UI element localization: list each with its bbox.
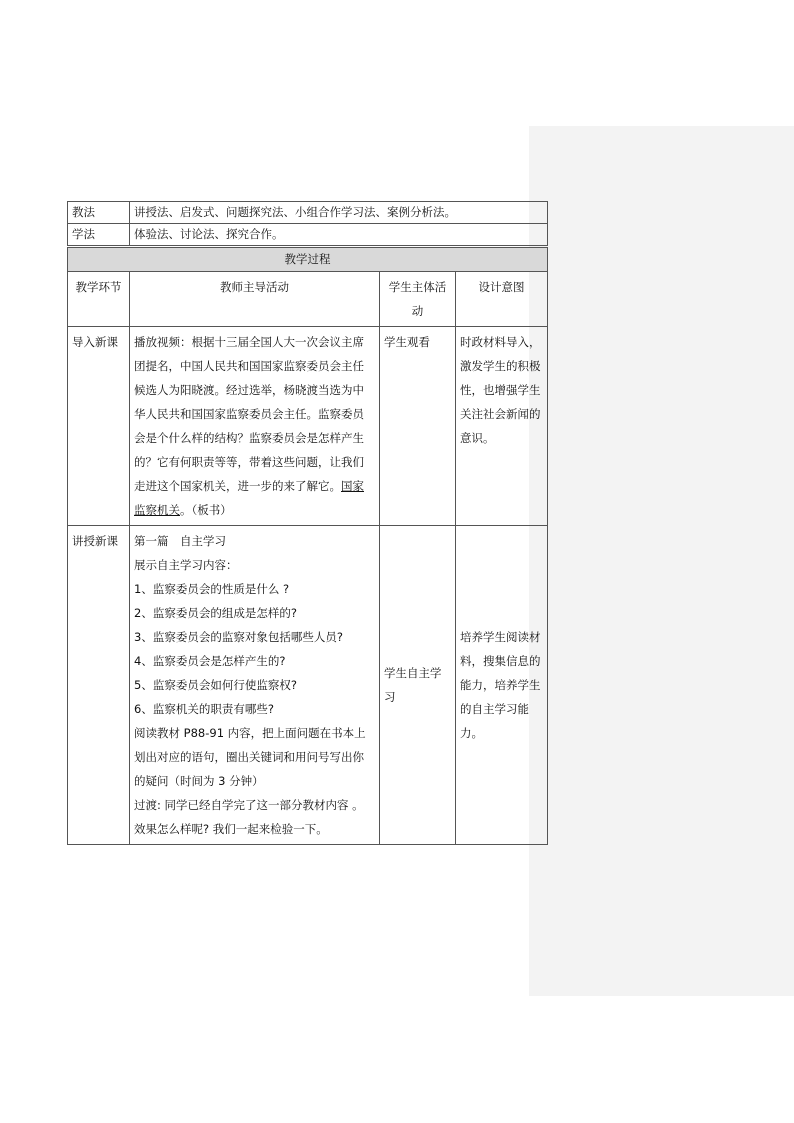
row2-line: 展示自主学习内容： (134, 558, 238, 572)
row2-line: 4、监察委员会是怎样产生的? (134, 654, 286, 668)
row2-teacher (130, 526, 380, 845)
header-intent: 设计意图 (456, 272, 548, 327)
learning-method-label: 学法 (68, 224, 130, 246)
comment-margin-pane (529, 126, 794, 996)
row2-stage: 讲授新课 (68, 526, 130, 845)
row1-student: 学生观看 (380, 327, 456, 526)
row2-line: 6、监察机关的职责有哪些? (134, 702, 274, 716)
row2-transition: 过渡: 同学已经自学完了这一部分教材内容 。效果怎么样呢? 我们一起来检验一下。 (134, 798, 364, 836)
process-title-row (68, 248, 548, 272)
method-row-learning (68, 224, 548, 246)
row1-board-topic: 国家监察机关 (134, 479, 364, 517)
row1-teacher (130, 327, 380, 526)
row2-student: 学生自主学习 (380, 526, 456, 845)
row2-line: 2、监察委员会的组成是怎样的? (134, 606, 297, 620)
process-title: 教学过程 (68, 248, 548, 272)
row1-intent: 时政材料导入，激发学生的积极性，也增强学生关注社会新闻的意识。 (456, 327, 548, 526)
table-row (68, 526, 548, 845)
row2-line: 第一篇 自主学习 (134, 534, 226, 548)
method-row-teaching (68, 202, 548, 224)
row2-intent: 培养学生阅读材料，搜集信息的能力，培养学生的自主学习能力。 (456, 526, 548, 845)
header-stage: 教学环节 (68, 272, 130, 327)
lesson-plan-table (67, 201, 547, 845)
row2-line: 5、监察委员会如何行使监察权? (134, 678, 297, 692)
teaching-method-value: 讲授法、启发式、问题探究法、小组合作学习法、案例分析法。 (130, 202, 548, 224)
row2-line: 1、监察委员会的性质是什么 ? (134, 582, 290, 596)
row2-reading: 阅读教材 P88-91 内容，把上面问题在书本上划出对应的语句，圈出关键词和用问号写出你的疑问（时间为 3 分钟） (134, 726, 366, 788)
teaching-method-label: 教法 (68, 202, 130, 224)
row1-teacher-tail: 。（板书） (180, 503, 232, 517)
table-row (68, 327, 548, 526)
header-teacher: 教师主导活动 (130, 272, 380, 327)
row1-teacher-text: 播放视频：根据十三届全国人大一次会议主席团提名，中国人民共和国国家监察委员会主任候选人为阳晓渡。经过选举，杨晓渡当选为中华人民共和国国家监察委员会主任。监察委员会是个什么样的结构？监察委员会是怎样产生的？它有何职责等等，带着这些问题，让我们走进这个国家机关，进一步的来了解它。 (134, 335, 364, 493)
learning-method-value: 体验法、讨论法、探究合作。 (130, 224, 548, 246)
header-row (68, 272, 548, 327)
row1-stage: 导入新课 (68, 327, 130, 526)
header-student: 学生主体活动 (380, 272, 456, 327)
row2-line: 3、监察委员会的监察对象包括哪些人员? (134, 630, 343, 644)
